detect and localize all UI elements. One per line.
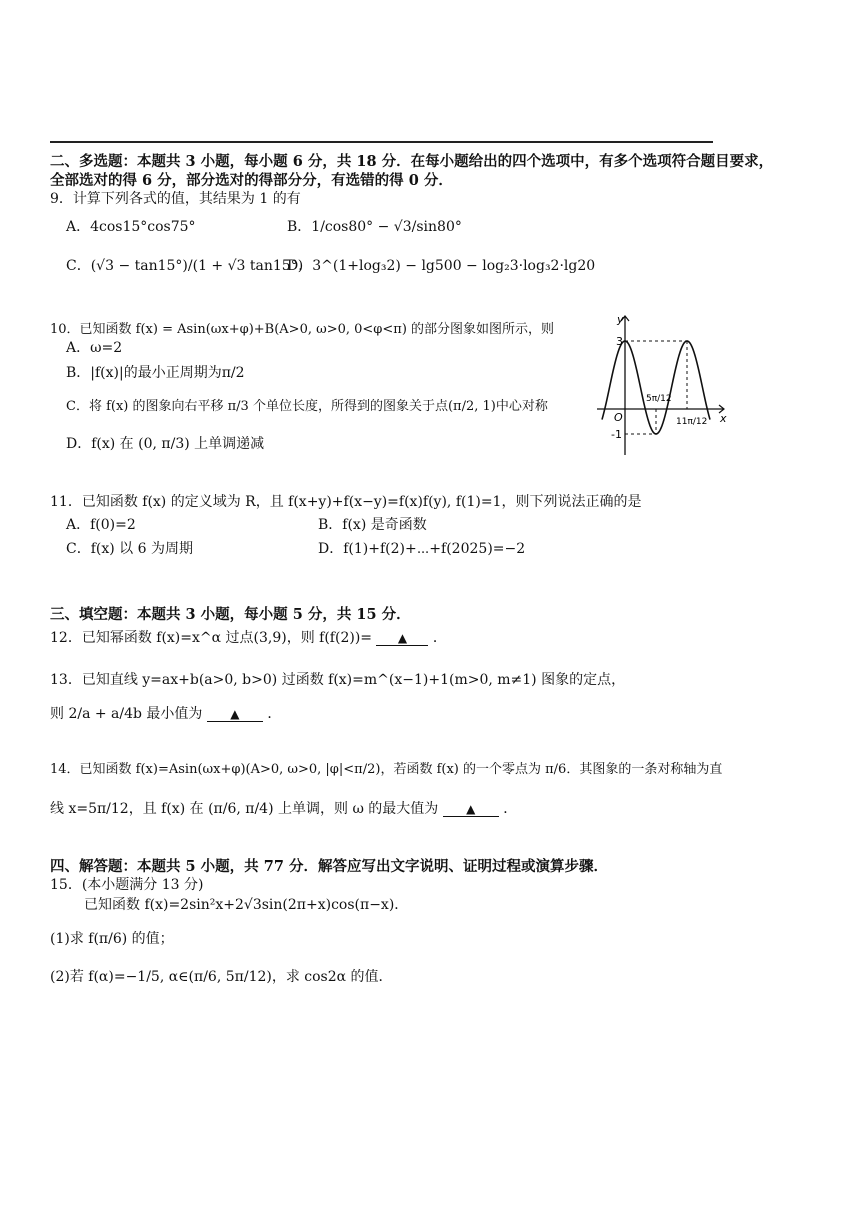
q14-line1: 14．已知函数 f(x)=Asin(ωx+φ)(A>0, ω>0, |φ|<π/2)，若函数 f(x) 的一个零点为 π/6．其图象的一条对称轴为直 (50, 762, 723, 777)
q10-function-graph (592, 310, 732, 460)
q13-end: ． (267, 706, 282, 722)
q15-title: 15．(本小题满分 13 分) (50, 877, 204, 893)
q14-answer-blank[interactable]: ▲ (443, 802, 499, 817)
q11-option-b: B．f(x) 是奇函数 (318, 517, 427, 533)
x-axis-label: x (720, 412, 727, 425)
q14-row2 (50, 798, 517, 818)
q10-option-b: B．|f(x)|的最小正周期为π/2 (66, 365, 245, 381)
section2-header-line2: 全部选对的得 6 分，部分选对的得部分分，有选错的得 0 分． (50, 172, 453, 189)
q13-row2 (50, 703, 281, 723)
q11-option-a: A．f(0)=2 (66, 517, 136, 533)
q10-option-a: A．ω=2 (66, 340, 123, 356)
q13-line1: 13．已知直线 y=ax+b(a>0, b>0) 过函数 f(x)=m^(x−1)+1(m>0, m≠1) 图象的定点， (50, 672, 626, 688)
q15-part1: (1)求 f(π/6) 的值； (50, 931, 174, 947)
y-max-label: 3 (616, 335, 623, 348)
q9-option-a: A．4cos15°cos75° (66, 219, 196, 235)
q10-option-d: D．f(x) 在 (0, π/3) 上单调递减 (66, 436, 265, 452)
q13-answer-blank[interactable]: ▲ (207, 707, 263, 722)
q15-part2: (2)若 f(α)=−1/5, α∈(π/6, 5π/12)，求 cos2α 的值． (50, 969, 393, 985)
section3-header: 三、填空题：本题共 3 小题，每小题 5 分，共 15 分． (50, 606, 411, 623)
q9-option-d: D．3^(1+log₃2) − lg500 − log₂3·log₃2·lg20 (287, 258, 596, 274)
q11-stem: 11．已知函数 f(x) 的定义域为 R，且 f(x+y)+f(x−y)=f(x)f(y), f(1)=1，则下列说法正确的是 (50, 494, 642, 510)
section2-header-line1: 二、多选题：本题共 3 小题，每小题 6 分，共 18 分．在每小题给出的四个选项中，有多个选项符合题目要求， (50, 153, 774, 170)
x-tick-label-5pi-12: 5π/12 (646, 394, 672, 404)
q14-end: ． (503, 801, 518, 817)
top-rule (50, 141, 713, 143)
origin-label: O (614, 411, 623, 424)
q12-end: ． (432, 630, 447, 646)
q9-option-b: B．1/cos80° − √3/sin80° (287, 219, 462, 235)
y-axis-label: y (617, 313, 624, 326)
q9-stem: 9．计算下列各式的值，其结果为 1 的有 (50, 191, 301, 207)
q12-stem: 12．已知幂函数 f(x)=x^α 过点(3,9)，则 f(f(2))= (50, 630, 373, 646)
q11-option-d: D．f(1)+f(2)+⋯+f(2025)=−2 (318, 541, 526, 557)
q14-line2: 线 x=5π/12，且 f(x) 在 (π/6, π/4) 上单调，则 ω 的最大值为 (50, 801, 439, 817)
q15-stem: 已知函数 f(x)=2sin²x+2√3sin(2π+x)cos(π−x)． (84, 897, 409, 913)
q13-line2: 则 2/a + a/4b 最小值为 (50, 706, 203, 722)
q10-option-c: C．将 f(x) 的图象向右平移 π/3 个单位长度，所得到的图象关于点(π/2, 1)中心对称 (66, 399, 548, 414)
q12-row (50, 627, 447, 647)
x-tick-label-11pi-12: 11π/12 (676, 417, 708, 427)
q10-stem: 10．已知函数 f(x) = Asin(ωx+φ)+B(A>0, ω>0, 0<φ<π) 的部分图象如图所示，则 (50, 322, 555, 337)
y-min-label: -1 (611, 428, 622, 441)
q9-option-c: C．(√3 − tan15°)/(1 + √3 tan15°) (66, 258, 304, 274)
q12-answer-blank[interactable]: ▲ (376, 631, 428, 646)
section4-header: 四、解答题：本题共 5 小题，共 77 分．解答应写出文字说明、证明过程或演算步骤． (50, 858, 608, 875)
q11-option-c: C．f(x) 以 6 为周期 (66, 541, 193, 557)
